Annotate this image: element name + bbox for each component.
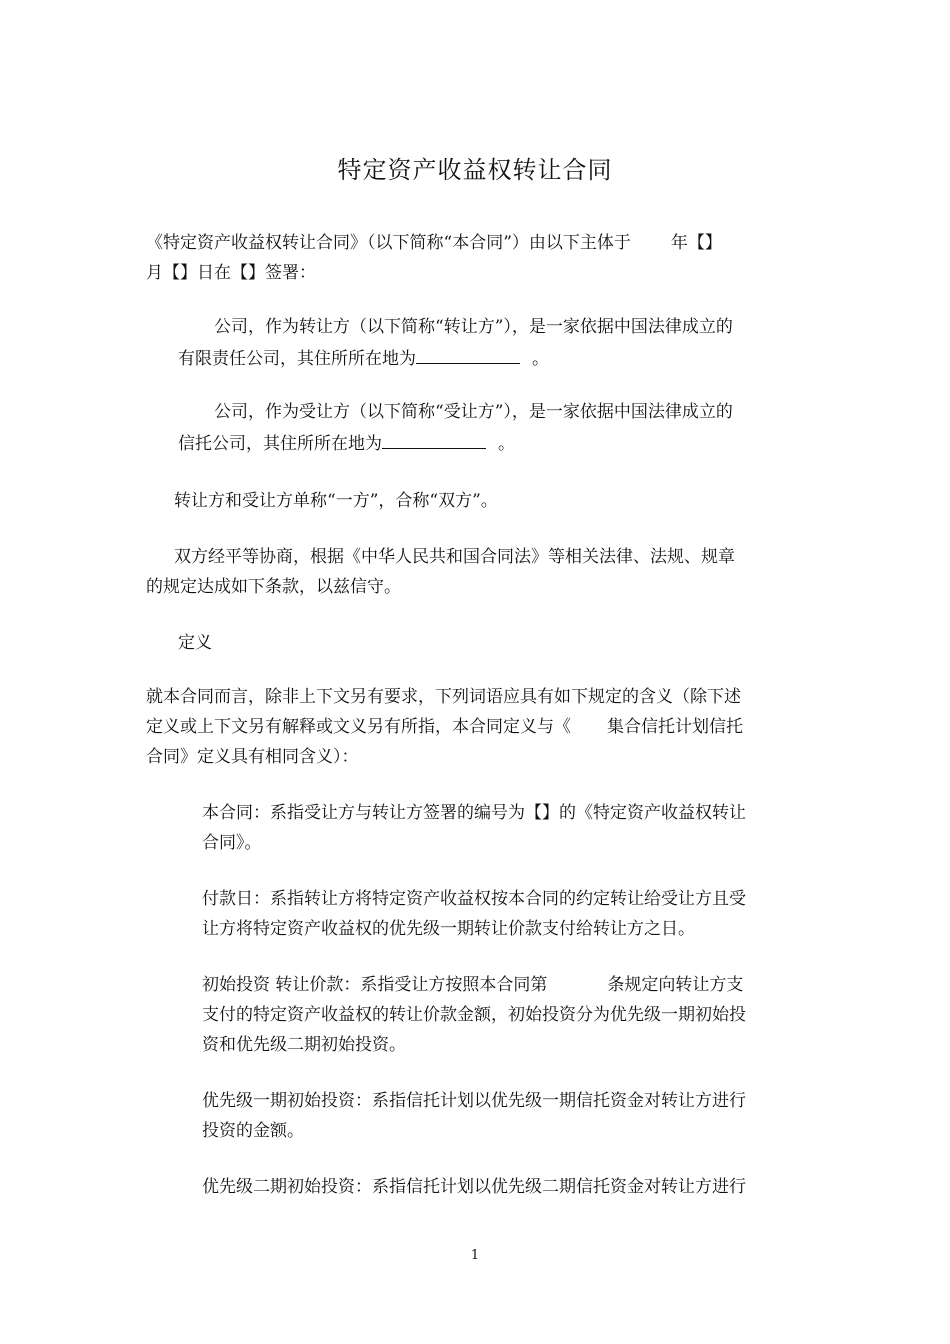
def-payment-day-line-1: 付款日：系指转让方将特定资产收益权按本合同的约定转让给受让方且受 (202, 889, 746, 909)
transferee-address-blank[interactable] (382, 428, 486, 449)
section-heading-definitions: 定义 (178, 633, 212, 653)
def-contract-line-1: 本合同：系指受让方与转让方签署的编号为【】的《特定资产收益权转让 (202, 803, 746, 823)
def-senior-1-line-2: 投资的金额。 (202, 1121, 304, 1141)
def-payment-day-line-2: 让方将特定资产收益权的优先级一期转让价款支付给转让方之日。 (202, 919, 695, 939)
transferor-line-2: 有限责任公司，其住所所在地为 。 (178, 343, 549, 374)
def-senior-2-line-1: 优先级二期初始投资：系指信托计划以优先级二期信托资金对转让方进行 (202, 1177, 746, 1197)
intro-line-2: 月【】日在【】签署： (146, 263, 316, 283)
def-initial-investment-line-3: 资和优先级二期初始投资。 (202, 1035, 406, 1055)
contract-title: 特定资产收益权转让合同 (337, 156, 613, 184)
definitions-intro-line-2: 定义或上下文另有解释或文义另有所指，本合同定义与《 集合信托计划信托 (146, 717, 743, 737)
transferee-line-1: 公司，作为受让方（以下简称“受让方”），是一家依据中国法律成立的 (214, 402, 733, 422)
definitions-intro-line-3: 合同》定义具有相同含义）： (146, 747, 359, 767)
transferee-line-2: 信托公司，其住所所在地为 。 (178, 428, 515, 459)
page-number: 1 (470, 1248, 480, 1263)
def-contract-line-2: 合同》。 (202, 833, 262, 853)
negotiation-line-2: 的规定达成如下条款，以兹信守。 (146, 577, 401, 597)
party-definition: 转让方和受让方单称“一方”，合称“双方”。 (174, 491, 498, 511)
negotiation-line-1: 双方经平等协商，根据《中华人民共和国合同法》等相关法律、法规、规章 (174, 547, 735, 567)
transferor-address-blank[interactable] (416, 343, 520, 364)
def-initial-investment-line-2: 支付的特定资产收益权的转让价款金额，初始投资分为优先级一期初始投 (202, 1005, 746, 1025)
transferor-line-1: 公司，作为转让方（以下简称“转让方”），是一家依据中国法律成立的 (214, 317, 733, 337)
def-initial-investment-line-1: 初始投资 转让价款：系指受让方按照本合同第 条规定向转让方支 (202, 975, 744, 995)
definitions-intro-line-1: 就本合同而言，除非上下文另有要求，下列词语应具有如下规定的含义（除下述 (146, 687, 741, 707)
intro-line-1: 《特定资产收益权转让合同》（以下简称“本合同”）由以下主体于 年【】 (146, 233, 722, 253)
def-senior-1-line-1: 优先级一期初始投资：系指信托计划以优先级一期信托资金对转让方进行 (202, 1091, 746, 1111)
